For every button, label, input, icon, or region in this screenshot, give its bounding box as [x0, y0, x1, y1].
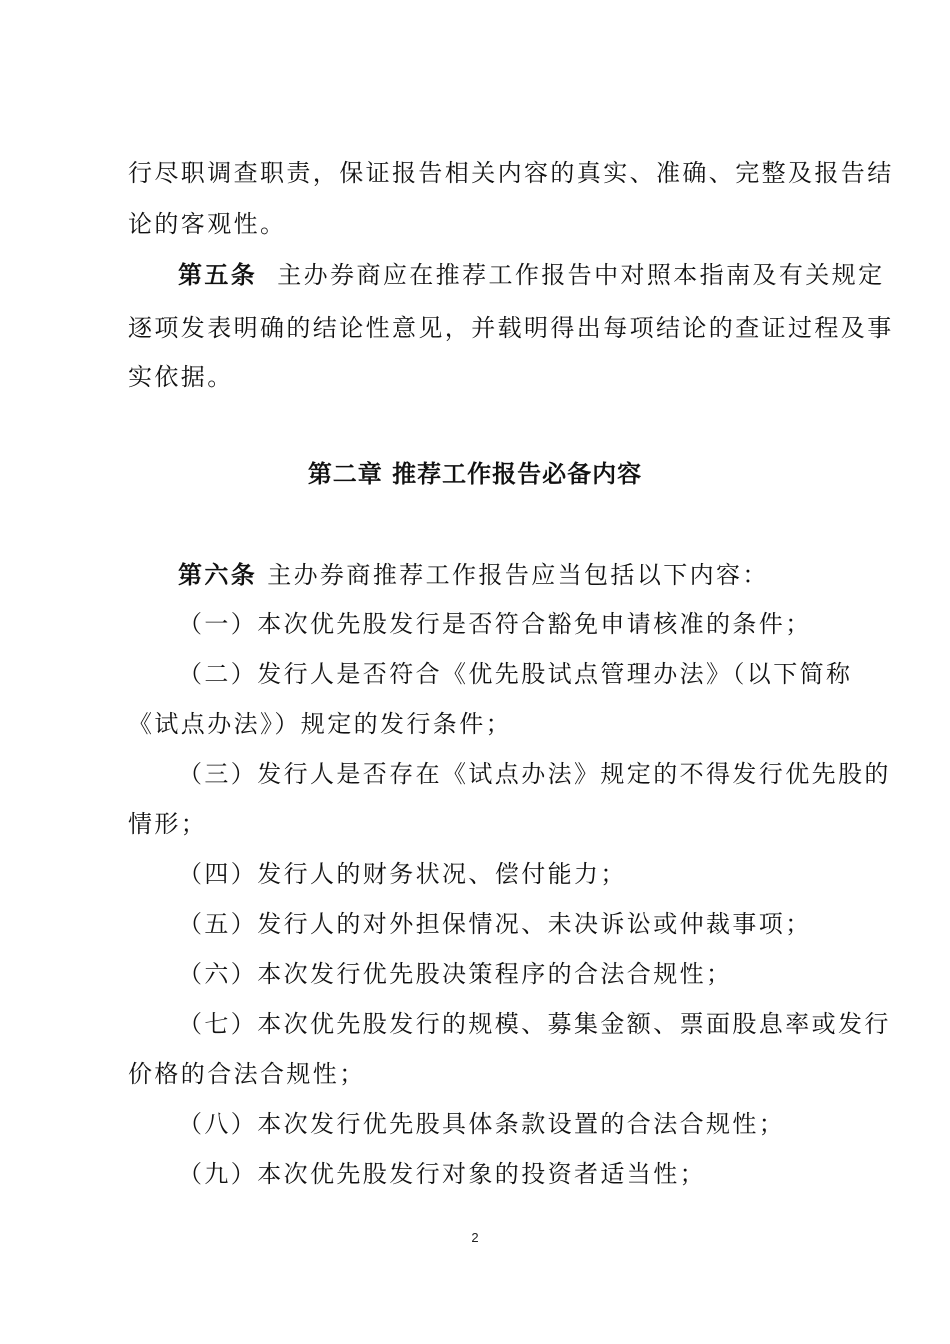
chapter-title: 第二章 推荐工作报告必备内容	[307, 460, 643, 488]
list-item: （四）发行人的财务状况、偿付能力；	[178, 860, 627, 888]
article-5-label: 第五条	[178, 261, 258, 289]
list-item: （三）发行人是否存在《试点办法》规定的不得发行优先股的	[178, 760, 891, 788]
list-item: （六）本次发行优先股决策程序的合法合规性；	[178, 960, 733, 988]
article-6-label: 第六条	[178, 561, 258, 589]
list-item: （一）本次优先股发行是否符合豁免申请核准的条件；	[178, 610, 812, 638]
paragraph-line: 实依据。	[128, 363, 234, 391]
list-item: （二）发行人是否符合《优先股试点管理办法》（以下简称	[178, 660, 853, 688]
list-item: （七）本次优先股发行的规模、募集金额、票面股息率或发行	[178, 1010, 891, 1038]
article-6-text: 主办券商推荐工作报告应当包括以下内容：	[267, 561, 769, 589]
article-5-line	[178, 259, 885, 291]
article-5-text: 主办券商应在推荐工作报告中对照本指南及有关规定	[277, 261, 885, 289]
list-item-continuation: 价格的合法合规性；	[128, 1060, 366, 1088]
page-number: 2	[471, 1230, 479, 1245]
paragraph-line: 行尽职调查职责，保证报告相关内容的真实、准确、完整及报告结	[128, 159, 894, 187]
list-item-continuation: 《试点办法》）规定的发行条件；	[128, 710, 512, 738]
list-item: （九）本次优先股发行对象的投资者适当性；	[178, 1160, 706, 1188]
list-item: （八）本次发行优先股具体条款设置的合法合规性；	[178, 1110, 786, 1138]
article-6-line	[178, 559, 822, 591]
paragraph-line: 论的客观性。	[128, 210, 287, 238]
list-item-continuation: 情形；	[128, 810, 208, 838]
list-item: （五）发行人的对外担保情况、未决诉讼或仲裁事项；	[178, 910, 812, 938]
paragraph-line: 逐项发表明确的结论性意见，并载明得出每项结论的查证过程及事	[128, 314, 894, 342]
